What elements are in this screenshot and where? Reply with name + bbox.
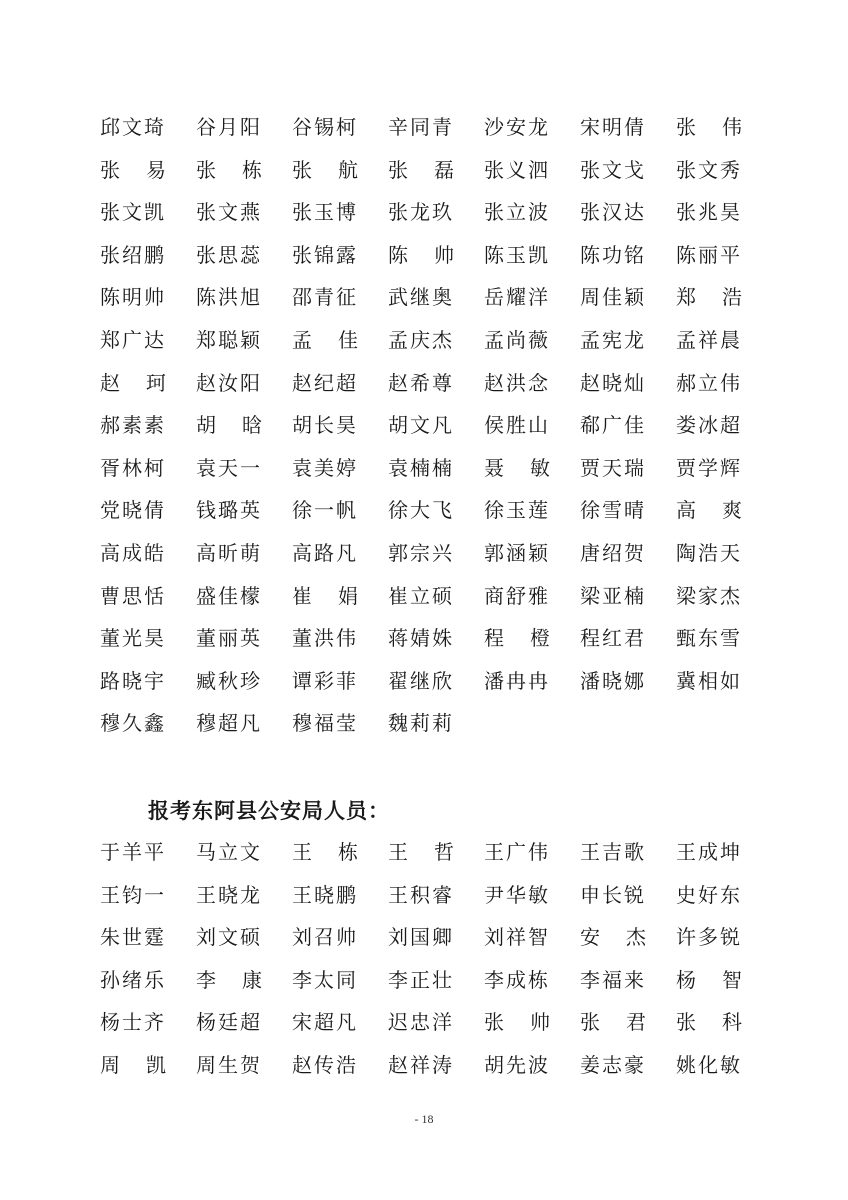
name-entry: 胡先波: [484, 1052, 550, 1077]
name-entry: 周 凯: [100, 1052, 168, 1077]
name-entry: 张文燕: [196, 200, 262, 225]
name-entry: 王吉歌: [580, 840, 646, 864]
name-entry: 甄东雪: [676, 626, 742, 651]
name-entry: 张文秀: [676, 157, 742, 182]
name-entry: 张立波: [484, 200, 550, 225]
name-entry: 姜志豪: [580, 1052, 646, 1077]
name-entry: 崔 娟: [292, 583, 360, 608]
name-entry: 蒋婧姝: [388, 626, 454, 651]
name-entry: 周生贺: [196, 1052, 262, 1077]
name-entry: 张 磊: [388, 157, 456, 182]
name-entry: 潘冉冉: [484, 668, 550, 693]
name-entry: 商舒雅: [484, 583, 550, 608]
name-entry: 沙安龙: [484, 115, 550, 139]
name-entry: 张文戈: [580, 157, 646, 182]
name-entry: 穆超凡: [196, 711, 262, 736]
name-entry: 赵 珂: [100, 370, 168, 395]
name-entry: 徐大飞: [388, 498, 454, 523]
name-entry: 郗广佳: [580, 413, 646, 438]
name-entry: 刘文硕: [196, 925, 262, 950]
name-entry: 孟宪龙: [580, 327, 646, 352]
name-entry: 程 橙: [484, 626, 552, 651]
name-entry: 梁亚楠: [580, 583, 646, 608]
name-entry: 谷月阳: [196, 115, 262, 139]
name-entry: 辛同青: [388, 115, 454, 139]
name-entry: 徐玉莲: [484, 498, 550, 523]
name-entry: 孟尚薇: [484, 327, 550, 352]
name-entry: 陈明帅: [100, 285, 166, 310]
name-entry: 陈 帅: [388, 242, 456, 267]
name-entry: 徐雪晴: [580, 498, 646, 523]
name-entry: 张思蕊: [196, 242, 262, 267]
name-entry: 胡 晗: [196, 413, 264, 438]
name-entry: 孟庆杰: [388, 327, 454, 352]
name-entry: 张玉博: [292, 200, 358, 225]
name-entry: 党晓倩: [100, 498, 166, 523]
name-entry: 王积睿: [388, 882, 454, 907]
name-entry: 刘国卿: [388, 925, 454, 950]
name-entry: 杨士齐: [100, 1010, 166, 1035]
name-entry: 张汉达: [580, 200, 646, 225]
name-list-part1: [100, 108, 760, 747]
name-entry: 胡长昊: [292, 413, 358, 438]
name-entry: 李成栋: [484, 967, 550, 992]
name-entry: 武继奥: [388, 285, 454, 310]
name-entry: 穆福莹: [292, 711, 358, 736]
name-entry: 张 科: [676, 1010, 744, 1035]
name-entry: 王晓鹏: [292, 882, 358, 907]
name-entry: 迟忠洋: [388, 1010, 454, 1035]
name-entry: 郑广达: [100, 327, 166, 352]
name-entry: 岳耀洋: [484, 285, 550, 310]
name-entry: 聂 敏: [484, 455, 552, 480]
name-entry: 张 栋: [196, 157, 264, 182]
name-entry: 冀相如: [676, 668, 742, 693]
name-entry: 郑聪颖: [196, 327, 262, 352]
name-entry: 陶浩天: [676, 540, 742, 565]
name-entry: 贾学辉: [676, 455, 742, 480]
name-entry: 王 栋: [292, 840, 360, 864]
name-entry: 郝立伟: [676, 370, 742, 395]
name-entry: 张绍鹏: [100, 242, 166, 267]
name-entry: 杨 智: [676, 967, 744, 992]
name-entry: 董丽英: [196, 626, 262, 651]
name-entry: 邵青征: [292, 285, 358, 310]
name-entry: 陈玉凯: [484, 242, 550, 267]
name-entry: 侯胜山: [484, 413, 550, 438]
name-entry: 张兆昊: [676, 200, 742, 225]
name-entry: 张 伟: [676, 115, 744, 139]
name-entry: 高 爽: [676, 498, 744, 523]
name-entry: 孙绪乐: [100, 967, 166, 992]
name-entry: 钱璐英: [196, 498, 262, 523]
name-entry: 唐绍贺: [580, 540, 646, 565]
name-entry: 王 哲: [388, 840, 456, 864]
name-entry: 袁天一: [196, 455, 262, 480]
name-entry: 胥林柯: [100, 455, 166, 480]
name-entry: 于羊平: [100, 840, 166, 864]
name-entry: 朱世霆: [100, 925, 166, 950]
name-entry: 程红君: [580, 626, 646, 651]
name-entry: 刘召帅: [292, 925, 358, 950]
name-entry: 张锦露: [292, 242, 358, 267]
name-entry: 赵祥涛: [388, 1052, 454, 1077]
name-entry: 张 易: [100, 157, 168, 182]
section-heading: 报考东阿县公安局人员：: [148, 799, 390, 823]
name-entry: 刘祥智: [484, 925, 550, 950]
name-entry: 李 康: [196, 967, 264, 992]
page-number: - 18: [414, 1112, 434, 1126]
name-entry: 王成坤: [676, 840, 742, 864]
name-entry: 宋超凡: [292, 1010, 358, 1035]
name-entry: 胡文凡: [388, 413, 454, 438]
name-entry: 王钧一: [100, 882, 166, 907]
name-entry: 董光昊: [100, 626, 166, 651]
name-entry: 孟祥晨: [676, 327, 742, 352]
name-entry: 谭彩菲: [292, 668, 358, 693]
name-entry: 郝素素: [100, 413, 166, 438]
name-entry: 魏莉莉: [388, 711, 454, 736]
name-entry: 赵传浩: [292, 1052, 358, 1077]
name-entry: 赵汝阳: [196, 370, 262, 395]
name-entry: 杨廷超: [196, 1010, 262, 1035]
name-entry: 徐一帆: [292, 498, 358, 523]
name-entry: 郑 浩: [676, 285, 744, 310]
name-entry: 王晓龙: [196, 882, 262, 907]
name-entry: 尹华敏: [484, 882, 550, 907]
name-entry: 穆久鑫: [100, 711, 166, 736]
name-entry: 赵纪超: [292, 370, 358, 395]
name-entry: 许多锐: [676, 925, 742, 950]
name-entry: 李福来: [580, 967, 646, 992]
name-entry: 臧秋珍: [196, 668, 262, 693]
name-entry: 路晓宇: [100, 668, 166, 693]
name-entry: 邱文琦: [100, 115, 166, 139]
name-entry: 曹思恬: [100, 583, 166, 608]
name-list-part2: [100, 833, 760, 1089]
name-entry: 谷锡柯: [292, 115, 358, 139]
name-entry: 李太同: [292, 967, 358, 992]
name-entry: 盛佳檬: [196, 583, 262, 608]
name-entry: 张义泗: [484, 157, 550, 182]
name-entry: 郭宗兴: [388, 540, 454, 565]
name-entry: 马立文: [196, 840, 262, 864]
name-entry: 陈洪旭: [196, 285, 262, 310]
name-entry: 张 君: [580, 1010, 648, 1035]
name-entry: 李正壮: [388, 967, 454, 992]
name-entry: 董洪伟: [292, 626, 358, 651]
name-entry: 周佳颖: [580, 285, 646, 310]
name-entry: 梁家杰: [676, 583, 742, 608]
name-entry: 张文凯: [100, 200, 166, 225]
name-entry: 赵洪念: [484, 370, 550, 395]
name-entry: 翟继欣: [388, 668, 454, 693]
name-entry: 宋明倩: [580, 115, 646, 139]
name-entry: 张龙玖: [388, 200, 454, 225]
name-entry: 姚化敏: [676, 1052, 742, 1077]
name-entry: 高路凡: [292, 540, 358, 565]
name-entry: 郭涵颖: [484, 540, 550, 565]
name-entry: 申长锐: [580, 882, 646, 907]
name-entry: 高成皓: [100, 540, 166, 565]
name-entry: 赵晓灿: [580, 370, 646, 395]
name-entry: 陈功铭: [580, 242, 646, 267]
name-entry: 张 航: [292, 157, 360, 182]
name-entry: 袁美婷: [292, 455, 358, 480]
name-entry: 高昕萌: [196, 540, 262, 565]
name-entry: 陈丽平: [676, 242, 742, 267]
name-entry: 赵希尊: [388, 370, 454, 395]
name-entry: 潘晓娜: [580, 668, 646, 693]
name-entry: 王广伟: [484, 840, 550, 864]
name-entry: 张 帅: [484, 1010, 552, 1035]
name-entry: 袁楠楠: [388, 455, 454, 480]
name-entry: 孟 佳: [292, 327, 360, 352]
name-entry: 崔立硕: [388, 583, 454, 608]
name-entry: 安 杰: [580, 925, 648, 950]
name-entry: 娄冰超: [676, 413, 742, 438]
name-entry: 史好东: [676, 882, 742, 907]
name-entry: 贾天瑞: [580, 455, 646, 480]
